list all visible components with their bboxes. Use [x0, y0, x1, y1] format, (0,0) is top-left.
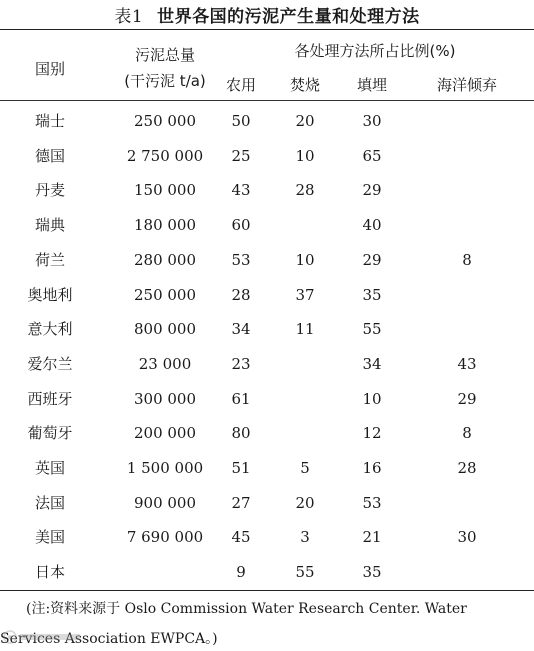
table-row	[0, 451, 534, 485]
table-row	[0, 139, 534, 173]
cell-country: 荷兰	[34, 250, 65, 269]
header-country: 国别	[34, 60, 65, 78]
table-row	[0, 173, 534, 207]
cell-agriculture: 61	[231, 389, 251, 408]
cell-total: 7 690 000	[126, 528, 204, 547]
cell-ocean	[412, 555, 522, 589]
cell-ocean	[412, 208, 522, 242]
table-row	[0, 208, 534, 242]
cell-ocean	[412, 104, 522, 138]
cell-total: 200 000	[133, 424, 197, 443]
cell-country: 丹麦	[34, 181, 65, 200]
cell-country: 德国	[34, 146, 65, 165]
cell-country: 西班牙	[27, 389, 73, 408]
cell-agriculture: 45	[231, 528, 251, 547]
cell-agriculture: 51	[231, 459, 251, 477]
table-row	[0, 416, 534, 450]
cell-ocean: 28	[457, 459, 477, 477]
cell-total: 800 000	[133, 320, 197, 339]
table-row	[0, 347, 534, 381]
cell-incineration: 10	[295, 146, 315, 165]
header-bottom-rule	[0, 100, 534, 101]
cell-agriculture: 28	[231, 285, 251, 304]
cell-total: 900 000	[133, 493, 197, 512]
table-title-text: 世界各国的污泥产生量和处理方法	[157, 7, 420, 27]
table-row	[0, 243, 534, 277]
cell-country: 瑞士	[34, 112, 65, 130]
cell-ocean	[412, 312, 522, 346]
cell-landfill: 29	[362, 181, 382, 200]
cell-country: 瑞典	[34, 216, 65, 235]
cell-agriculture: 25	[231, 146, 251, 165]
table-row	[0, 555, 534, 589]
header-total-line1: 污泥总量	[134, 46, 195, 64]
cell-country: 意大利	[27, 320, 73, 339]
watermark-logo	[2, 628, 92, 646]
cell-total: 250 000	[133, 285, 197, 304]
cell-incineration: 5	[300, 459, 310, 477]
cell-incineration: 10	[295, 250, 315, 269]
cell-total: 300 000	[133, 389, 197, 408]
header-ocean: 海洋倾弃	[436, 76, 497, 94]
header-methods-group: 各处理方法所占比例(%)	[294, 42, 456, 60]
cell-landfill: 53	[362, 493, 382, 512]
cell-country: 美国	[34, 528, 65, 547]
cell-total: 23 000	[138, 354, 192, 373]
cell-incineration: 55	[295, 563, 315, 582]
table-top-rule	[0, 29, 534, 30]
cell-agriculture: 27	[231, 493, 251, 512]
cell-country: 葡萄牙	[27, 424, 73, 443]
cell-ocean	[412, 173, 522, 207]
cell-ocean: 8	[462, 250, 472, 269]
cell-agriculture: 23	[231, 354, 251, 373]
cell-total: 150 000	[133, 181, 197, 200]
cell-agriculture: 43	[231, 181, 251, 200]
table-row	[0, 382, 534, 416]
cell-agriculture: 9	[236, 563, 246, 582]
cell-landfill: 55	[362, 320, 382, 339]
cell-incineration	[274, 416, 336, 450]
cell-total: 1 500 000	[126, 459, 204, 477]
table-note-line1: (注:资料来源于 Oslo Commission Water Research Center. Water	[26, 601, 467, 617]
cell-agriculture: 53	[231, 250, 251, 269]
table-row	[0, 278, 534, 312]
table-title	[0, 2, 534, 27]
cell-country: 爱尔兰	[27, 354, 73, 373]
cell-landfill: 12	[362, 424, 382, 443]
cell-agriculture: 80	[231, 424, 251, 443]
cell-incineration	[274, 208, 336, 242]
cell-ocean	[412, 278, 522, 312]
cell-total: 180 000	[133, 216, 197, 235]
cell-landfill: 10	[362, 389, 382, 408]
table-row	[0, 520, 534, 554]
cell-incineration	[274, 382, 336, 416]
cell-ocean: 30	[457, 528, 477, 547]
cell-country: 奥地利	[27, 285, 73, 304]
cell-incineration: 11	[295, 320, 315, 339]
cell-total: 2 750 000	[126, 146, 204, 165]
cell-incineration: 3	[300, 528, 310, 547]
table-row	[0, 104, 534, 138]
header-landfill: 填埋	[356, 76, 387, 94]
cell-country: 日本	[34, 563, 65, 582]
cell-country: 英国	[34, 459, 65, 477]
cell-ocean	[412, 486, 522, 520]
cell-incineration: 37	[295, 285, 315, 304]
header-agriculture: 农用	[225, 76, 256, 94]
cell-landfill: 34	[362, 354, 382, 373]
cell-total: 280 000	[133, 250, 197, 269]
cell-incineration: 28	[295, 181, 315, 200]
table-note-line2: Services Association EWPCA。)	[0, 631, 218, 647]
cell-ocean: 43	[457, 354, 477, 373]
cell-total: 250 000	[133, 112, 197, 130]
cell-landfill: 16	[362, 459, 382, 477]
table-row	[0, 312, 534, 346]
cell-landfill: 30	[362, 112, 382, 130]
cell-landfill: 29	[362, 250, 382, 269]
table-bottom-rule	[0, 590, 534, 591]
cell-landfill: 21	[362, 528, 382, 547]
table-row	[0, 486, 534, 520]
table-number: 表1	[114, 7, 144, 27]
cell-country: 法国	[34, 493, 65, 512]
cell-incineration	[274, 347, 336, 381]
cell-landfill: 35	[362, 285, 382, 304]
cell-ocean: 8	[462, 424, 472, 443]
cell-agriculture: 60	[231, 216, 251, 235]
cell-ocean: 29	[457, 389, 477, 408]
cell-ocean	[412, 139, 522, 173]
cell-landfill: 40	[362, 216, 382, 235]
cell-agriculture: 34	[231, 320, 251, 339]
cell-incineration: 20	[295, 493, 315, 512]
header-total-line2: (干污泥 t/a)	[124, 72, 206, 90]
cell-agriculture: 50	[231, 112, 251, 130]
cell-landfill: 65	[362, 146, 382, 165]
cell-incineration: 20	[295, 112, 315, 130]
header-incineration: 焚烧	[289, 76, 320, 94]
cell-landfill: 35	[362, 563, 382, 582]
